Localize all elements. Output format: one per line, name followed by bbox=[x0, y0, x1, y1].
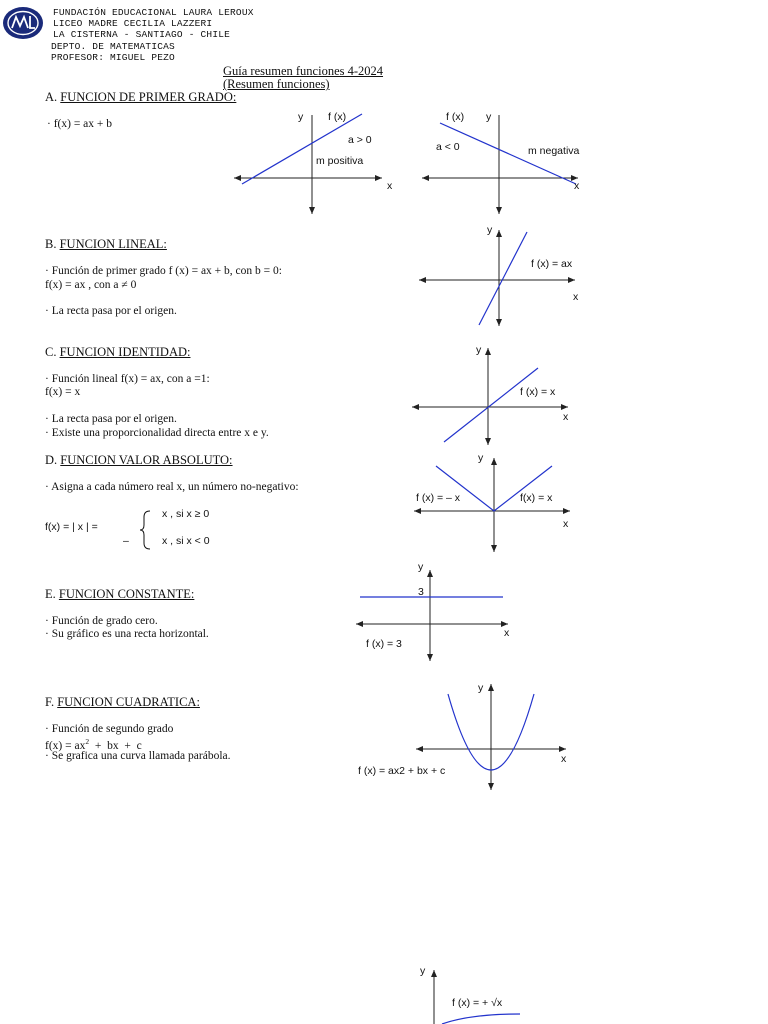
section-a-g1-fx-label: f (x) bbox=[328, 111, 347, 123]
section-a-title: FUNCION DE PRIMER GRADO: bbox=[60, 90, 237, 104]
section-d-case-2: x , si x < 0 bbox=[162, 535, 210, 547]
section-c-graph bbox=[408, 340, 588, 448]
section-f-line-1: · Función de segundo grado bbox=[45, 723, 174, 735]
section-d-graph-right-label: f(x) = x bbox=[520, 492, 553, 504]
section-a-graph-positive bbox=[230, 105, 400, 217]
header-line-3: LA CISTERNA - SANTIAGO - CHILE bbox=[53, 29, 231, 40]
section-b-graph bbox=[415, 222, 595, 330]
section-a-formula: · f(x) = ax + b bbox=[47, 118, 113, 130]
section-a-g1-desc: m positiva bbox=[316, 155, 364, 167]
section-c-line-1: · Función lineal f(x) = ax, con a =1: bbox=[45, 373, 210, 385]
section-f-graph-y-label: y bbox=[478, 682, 484, 694]
section-c-title: FUNCION IDENTIDAD: bbox=[59, 345, 191, 359]
section-a-graph-negative bbox=[418, 105, 598, 217]
section-c-line-4: · Existe una proporcionalidad directa entre x e y. bbox=[45, 427, 269, 439]
section-e-heading bbox=[45, 588, 194, 601]
section-b-letter: B. bbox=[45, 237, 57, 251]
section-c-graph-y-label: y bbox=[476, 344, 482, 356]
section-d-graph-left-label: f (x) = – x bbox=[416, 492, 461, 504]
section-d-formula-lhs: f(x) = | x | = bbox=[45, 521, 98, 533]
section-e-graph-x-label: x bbox=[504, 627, 510, 639]
section-d-brace bbox=[139, 510, 153, 550]
section-f-letter: F. bbox=[45, 695, 55, 709]
sqrt-graph-y-label: y bbox=[420, 965, 426, 977]
section-d-minus: – bbox=[123, 535, 129, 547]
section-f-graph bbox=[352, 676, 582, 794]
document-title: Guía resumen funciones 4-2024 bbox=[223, 64, 384, 78]
section-a-g2-desc: m negativa bbox=[528, 145, 580, 157]
section-b-line-3: · La recta pasa por el origen. bbox=[45, 305, 177, 317]
section-b-heading bbox=[45, 238, 167, 251]
section-b-graph-fn-label: f (x) = ax bbox=[531, 258, 573, 270]
section-f-graph-x-label: x bbox=[561, 753, 567, 765]
section-c-letter: C. bbox=[45, 345, 57, 359]
section-a-g2-cond: a < 0 bbox=[436, 141, 460, 153]
section-d-line-1: · Asigna a cada número real x, un número no-negativo: bbox=[45, 481, 299, 493]
section-b-line-1: · Función de primer grado f (x) = ax + b, con b = 0: bbox=[45, 265, 282, 277]
section-e-letter: E. bbox=[45, 587, 56, 601]
section-f-graph-fn-label: f (x) = ax2 + bx + c bbox=[358, 765, 446, 777]
section-d-graph-x-label: x bbox=[563, 518, 569, 530]
section-e-graph-value: 3 bbox=[418, 586, 424, 598]
section-a-g2-y-label: y bbox=[486, 111, 492, 123]
sqrt-graph bbox=[420, 962, 540, 1024]
section-f-formula-rest: + bx + c bbox=[89, 739, 142, 752]
section-b-graph-y-label: y bbox=[487, 224, 493, 236]
document-subtitle: (Resumen funciones) bbox=[223, 77, 330, 91]
section-c-graph-x-label: x bbox=[563, 411, 569, 423]
section-e-graph bbox=[352, 560, 522, 664]
section-e-graph-y-label: y bbox=[418, 561, 424, 573]
section-d-letter: D. bbox=[45, 453, 58, 467]
school-logo bbox=[2, 6, 44, 40]
section-a-g1-x-label: x bbox=[387, 180, 393, 192]
section-d-case-1: x , si x ≥ 0 bbox=[162, 508, 210, 520]
section-e-line-1: · Función de grado cero. bbox=[45, 615, 158, 627]
section-a-g1-cond: a > 0 bbox=[348, 134, 372, 146]
section-e-graph-fn-label: f (x) = 3 bbox=[366, 638, 402, 650]
section-d-heading bbox=[45, 454, 233, 467]
section-b-graph-x-label: x bbox=[573, 291, 579, 303]
section-a-g1-y-label: y bbox=[298, 111, 304, 123]
section-a-heading bbox=[45, 91, 236, 104]
section-f-formula-main: f(x) = ax bbox=[45, 739, 86, 752]
section-d-graph bbox=[410, 450, 590, 556]
sqrt-graph-fn-label: f (x) = + √x bbox=[452, 997, 503, 1009]
section-a-g2-x-label: x bbox=[574, 180, 580, 192]
header-line-2: LICEO MADRE CECILIA LAZZERI bbox=[53, 18, 213, 29]
section-f-line-2: · Se grafica una curva llamada parábola. bbox=[45, 750, 231, 762]
section-b-line-2: f(x) = ax , con a ≠ 0 bbox=[45, 279, 137, 291]
section-f-title: FUNCION CUADRATICA: bbox=[57, 695, 200, 709]
section-c-graph-fn-label: f (x) = x bbox=[520, 386, 556, 398]
section-c-line-3: · La recta pasa por el origen. bbox=[45, 413, 177, 425]
section-d-graph-y-label: y bbox=[478, 452, 484, 464]
section-a-letter: A. bbox=[45, 90, 58, 104]
header-line-4: DEPTO. DE MATEMATICAS bbox=[51, 41, 175, 52]
section-a-g2-fx-label: f (x) bbox=[446, 111, 465, 123]
section-f-heading bbox=[45, 696, 200, 709]
section-b-title: FUNCION LINEAL: bbox=[59, 237, 167, 251]
header-line-5: PROFESOR: MIGUEL PEZO bbox=[51, 52, 175, 63]
section-e-title: FUNCION CONSTANTE: bbox=[58, 587, 195, 601]
header-line-1: FUNDACIÓN EDUCACIONAL LAURA LEROUX bbox=[53, 7, 254, 18]
section-d-title: FUNCION VALOR ABSOLUTO: bbox=[60, 453, 233, 467]
section-c-line-2: f(x) = x bbox=[45, 386, 81, 398]
section-f-formula-sup: 2 bbox=[85, 737, 90, 746]
section-c-heading bbox=[45, 346, 190, 359]
section-e-line-2: · Su gráfico es una recta horizontal. bbox=[45, 628, 209, 640]
